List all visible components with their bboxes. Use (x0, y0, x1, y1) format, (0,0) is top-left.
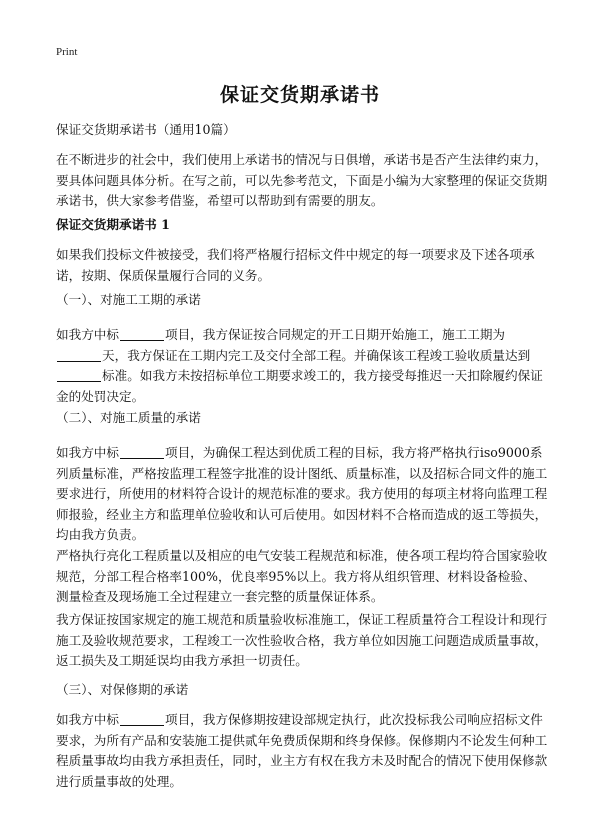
blank-line (120, 445, 164, 459)
schedule-paragraph: 如我方中标 项目，我方保证按合同规定的开工日期开始施工，施工工期为天，我方保证在工期内完工及交付全部工程。并确保该工程竣工验收质量达到标准。如我方未按招标单位工期要求竣工的，我方接受每推迟一天扣除履约保证金的处罚决定。 (56, 327, 543, 404)
warranty-paragraph: 如我方中标 项目，我方保修期按建设部规定执行，此次投标我公司响应招标文件要求，为所有产品和安装施工提供贰年免费质保期和终身保修。保修期内不论发生何种工程质量事故均由我方承担责任，同时，业主方有权在我方未及时配合的情况下使用保修款进行质量事故的处理。 (56, 712, 548, 789)
blank-line (57, 348, 101, 362)
quality-liability-paragraph: 我方保证按国家规定的施工规范和质量验收标准施工，保证工程质量符合工程设计和现行施工及验收规范要求，工程竣工一次性验收合格，我方单位如因施工问题造成质量事故，返工损失及工期延误均由我方承担一切责任。 (56, 612, 548, 668)
section-intro-paragraph: 如果我们投标文件被接受，我们将严格履行招标文件中规定的每一项要求及下述各项承诺，按期、保质保量履行合同的义务。 (56, 247, 535, 283)
quality-heading: （二）、对施工质量的承诺 (56, 410, 201, 425)
blank-line (120, 327, 164, 341)
warranty-heading: （三）、对保修期的承诺 (56, 682, 189, 697)
schedule-heading: （一）、对施工工期的承诺 (56, 292, 201, 307)
print-link[interactable]: Print (56, 46, 78, 58)
intro-paragraph: 在不断进步的社会中，我们使用上承诺书的情况与日俱增，承诺书是否产生法律约束力，要具体问题具体分析。在写之前，可以先参考范文，下面是小编为大家整理的保证交货期承诺书，供大家参考借鉴，希望可以帮助到有需要的朋友。 (56, 152, 548, 208)
section-heading: 保证交货期承诺书 1 (56, 217, 170, 232)
blank-line (120, 712, 164, 726)
quality-standards-paragraph: 严格执行亮化工程质量以及相应的电气安装工程规范和标准，使各项工程均符合国家验收规范，分部工程合格率100%，优良率95%以上。我方将从组织管理、材料设备检验、测量检查及现场施工全过程建立一套完整的质量保证体系。 (56, 548, 548, 604)
blank-line (57, 368, 101, 382)
document-title: 保证交货期承诺书 (219, 84, 380, 106)
document-subtitle: 保证交货期承诺书（通用10篇） (56, 122, 236, 137)
quality-paragraph: 如我方中标 项目，为确保工程达到优质工程的目标，我方将严格执行iso9000系列质量标准，严格按监理工程签字批准的设计图纸、质量标准，以及招标合同文件的施工要求进行，所使用的材料符合设计的规范标准的要求。我方使用的每项主材将向监理工程师报验，经业主方和监理单位验收和认可后使用。如因材料不合格而造成的返工等损失，均由我方负责。 (56, 445, 548, 542)
